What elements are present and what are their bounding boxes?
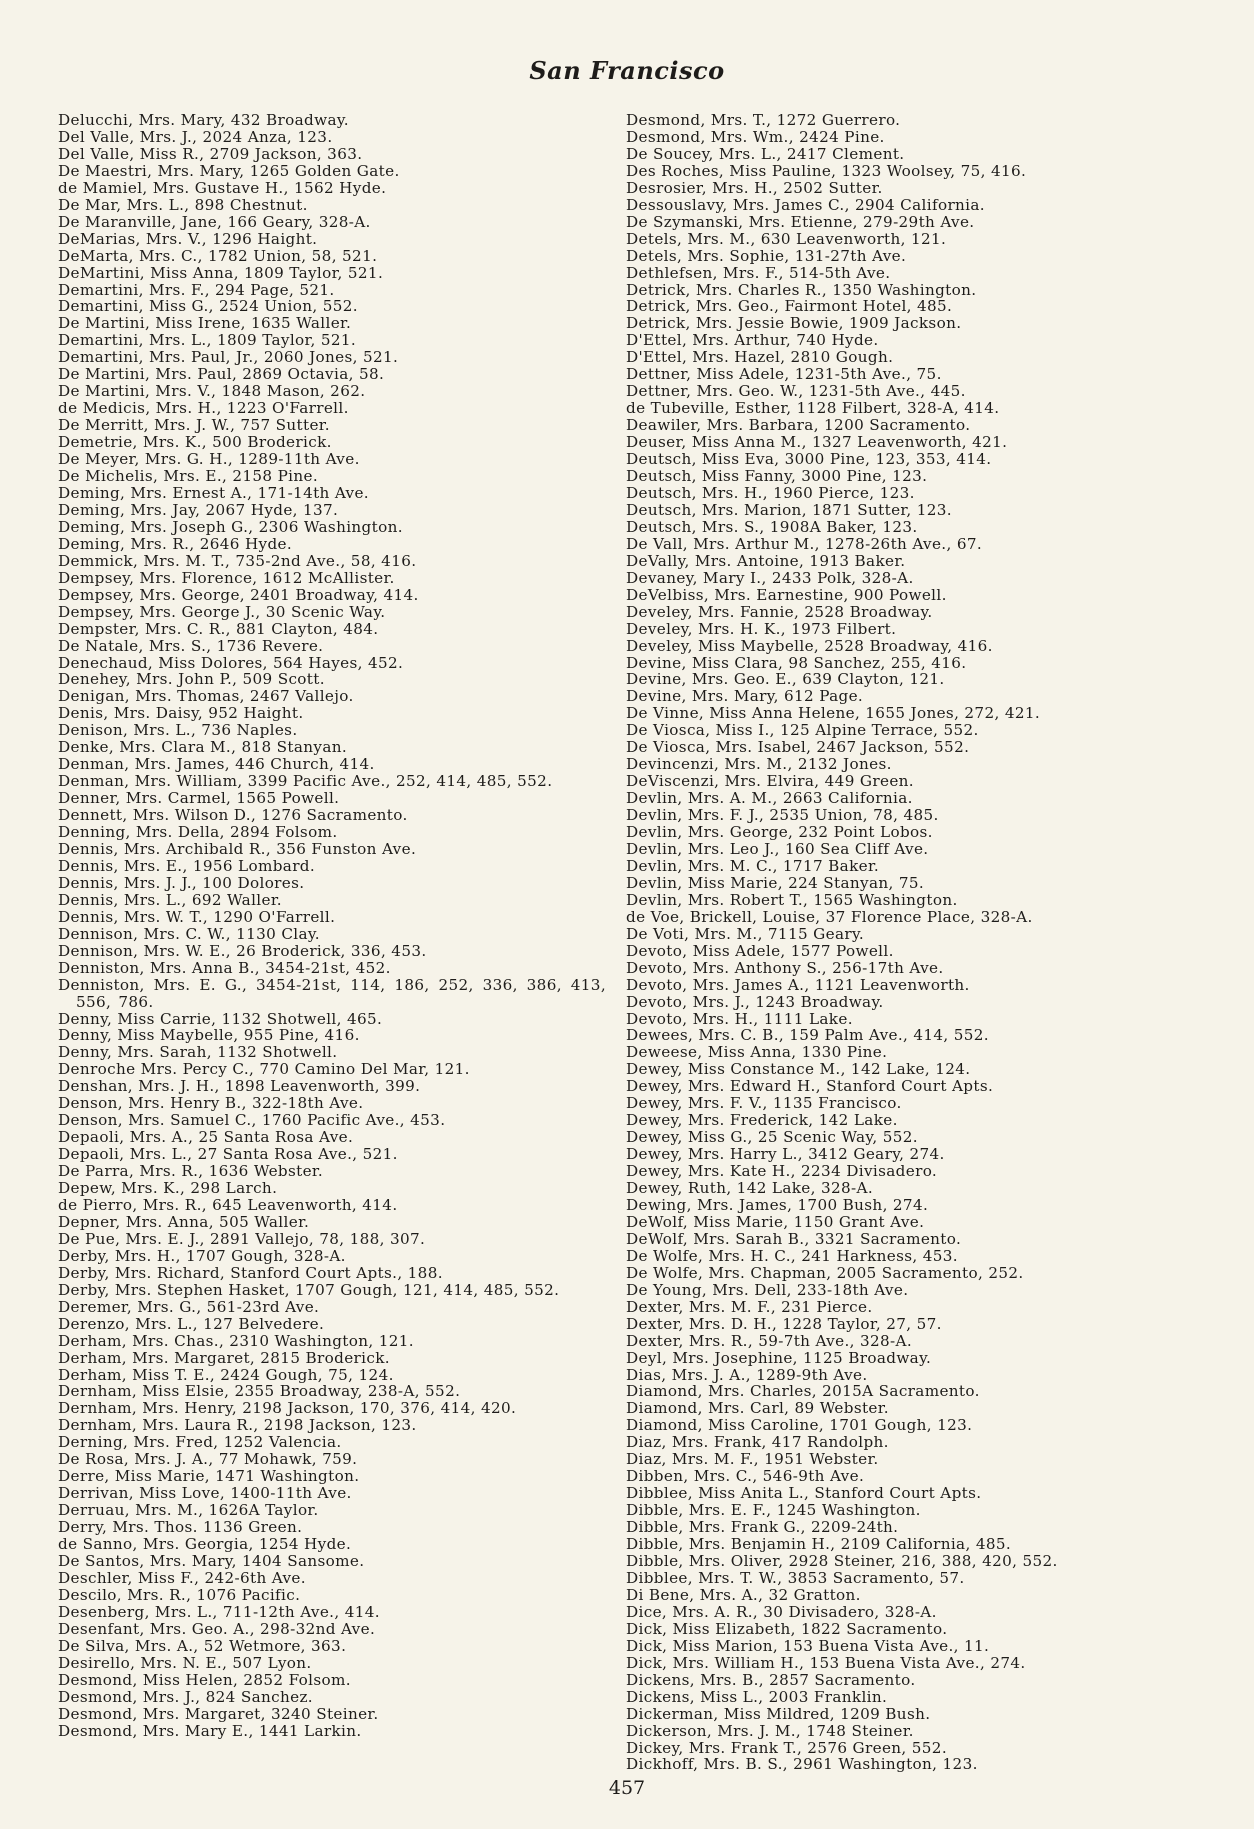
directory-entry: Demartini, Mrs. L., 1809 Taylor, 521. xyxy=(58,331,357,350)
directory-entry: Dias, Mrs. J. A., 1289-9th Ave. xyxy=(626,1365,868,1384)
directory-entry: De Viosca, Miss I., 125 Alpine Terrace, 552. xyxy=(626,721,979,740)
directory-entry: Dettner, Miss Adele, 1231-5th Ave., 75. xyxy=(626,365,942,384)
directory-entry: de Voe, Brickell, Louise, 37 Florence Place, 328-A. xyxy=(626,907,1033,926)
directory-entry: Denner, Mrs. Carmel, 1565 Powell. xyxy=(58,789,340,808)
directory-entry: Desmond, Mrs. T., 1272 Guerrero. xyxy=(626,111,901,129)
directory-entry: De Silva, Mrs. A., 52 Wetmore, 363. xyxy=(58,1636,347,1655)
directory-entry: Depaoli, Mrs. L., 27 Santa Rosa Ave., 521. xyxy=(58,1145,398,1164)
directory-entry: Derby, Mrs. Richard, Stanford Court Apts., 188. xyxy=(58,1263,443,1282)
directory-entry: Diaz, Mrs. Frank, 417 Randolph. xyxy=(626,1433,889,1452)
directory-entry: DeWolf, Mrs. Sarah B., 3321 Sacramento. xyxy=(626,1229,962,1248)
directory-entry: Detrick, Mrs. Charles R., 1350 Washington. xyxy=(626,280,977,299)
directory-entry: Derruau, Mrs. M., 1626A Taylor. xyxy=(58,1501,319,1520)
directory-entry: Diamond, Mrs. Carl, 89 Webster. xyxy=(626,1399,889,1418)
directory-entry: Dennison, Mrs. W. E., 26 Broderick, 336, 453. xyxy=(58,941,427,960)
directory-entry: Devoto, Mrs. James A., 1121 Leavenworth. xyxy=(626,975,970,994)
directory-entry: De Natale, Mrs. S., 1736 Revere. xyxy=(58,636,324,655)
directory-entry: De Szymanski, Mrs. Etienne, 279-29th Ave. xyxy=(626,212,975,231)
directory-entry: Denny, Miss Maybelle, 955 Pine, 416. xyxy=(58,1026,360,1045)
directory-entry: Deweese, Miss Anna, 1330 Pine. xyxy=(626,1043,888,1062)
directory-entry: Develey, Mrs. Fannie, 2528 Broadway. xyxy=(626,602,933,621)
directory-entry: Derby, Mrs. Stephen Hasket, 1707 Gough, 121, 414, 485, 552. xyxy=(58,1280,560,1299)
directory-entry: Devine, Miss Clara, 98 Sanchez, 255, 416. xyxy=(626,653,967,672)
directory-entry: Del Valle, Mrs. J., 2024 Anza, 123. xyxy=(58,127,333,146)
directory-entry: Deutsch, Mrs. S., 1908A Baker, 123. xyxy=(626,517,918,536)
directory-entry: Denman, Mrs. William, 3399 Pacific Ave., 252, 414, 485, 552. xyxy=(58,772,553,791)
directory-entry: Dernham, Mrs. Henry, 2198 Jackson, 170, 376, 414, 420. xyxy=(58,1399,517,1418)
directory-entry: Demetrie, Mrs. K., 500 Broderick. xyxy=(58,433,332,452)
directory-entry: De Wolfe, Mrs. H. C., 241 Harkness, 453. xyxy=(626,1246,958,1265)
directory-entry: Dibble, Mrs. Frank G., 2209-24th. xyxy=(626,1518,899,1537)
directory-entry: Dennis, Mrs. L., 692 Waller. xyxy=(58,890,282,909)
directory-entry: De Young, Mrs. Dell, 233-18th Ave. xyxy=(626,1280,909,1299)
directory-entry: Deschler, Miss F., 242-6th Ave. xyxy=(58,1568,306,1587)
directory-entry: Dibblee, Mrs. T. W., 3853 Sacramento, 57. xyxy=(626,1568,965,1587)
directory-entry: Del Valle, Miss R., 2709 Jackson, 363. xyxy=(58,144,363,163)
directory-entry: DeWolf, Miss Marie, 1150 Grant Ave. xyxy=(626,1212,925,1231)
directory-entry: Desmond, Mrs. Mary E., 1441 Larkin. xyxy=(58,1721,362,1740)
directory-entry: Devine, Mrs. Geo. E., 639 Clayton, 121. xyxy=(626,670,945,689)
directory-entry: De Vinne, Miss Anna Helene, 1655 Jones, 272, 421. xyxy=(626,704,1041,723)
directory-entry: Denniston, Mrs. Anna B., 3454-21st, 452. xyxy=(58,958,391,977)
directory-entry: D'Ettel, Mrs. Hazel, 2810 Gough. xyxy=(626,348,894,367)
directory-entry: Dempster, Mrs. C. R., 881 Clayton, 484. xyxy=(58,619,379,638)
directory-entry: Derrivan, Miss Love, 1400-11th Ave. xyxy=(58,1484,352,1503)
directory-entry: de Mamiel, Mrs. Gustave H., 1562 Hyde. xyxy=(58,178,387,197)
directory-entry: Dibben, Mrs. C., 546-9th Ave. xyxy=(626,1467,865,1486)
directory-entry: Dewey, Mrs. Frederick, 142 Lake. xyxy=(626,1111,898,1130)
directory-entry: Deutsch, Miss Fanny, 3000 Pine, 123. xyxy=(626,467,928,486)
directory-entry: Devaney, Mary I., 2433 Polk, 328-A. xyxy=(626,568,914,587)
directory-entry: Dennis, Mrs. E., 1956 Lombard. xyxy=(58,856,316,875)
directory-entry: Dickerson, Mrs. J. M., 1748 Steiner. xyxy=(626,1721,914,1740)
directory-entry: De Soucey, Mrs. L., 2417 Clement. xyxy=(626,144,905,163)
directory-entry: Devlin, Mrs. George, 232 Point Lobos. xyxy=(626,823,933,842)
directory-entry: Deawiler, Mrs. Barbara, 1200 Sacramento. xyxy=(626,416,971,435)
directory-entry: Derham, Mrs. Chas., 2310 Washington, 121. xyxy=(58,1331,414,1350)
left-column xyxy=(58,112,606,1740)
directory-entry: De Pue, Mrs. E. J., 2891 Vallejo, 78, 188, 307. xyxy=(58,1229,426,1248)
directory-entry: Desmond, Mrs. Wm., 2424 Pine. xyxy=(626,127,885,146)
directory-entry: DeViscenzi, Mrs. Elvira, 449 Green. xyxy=(626,772,914,791)
directory-entry: Detels, Mrs. Sophie, 131-27th Ave. xyxy=(626,246,907,265)
directory-entry: Dessouslavy, Mrs. James C., 2904 California. xyxy=(626,195,985,214)
directory-entry: Denson, Mrs. Henry B., 322-18th Ave. xyxy=(58,1094,364,1113)
directory-entry: Derby, Mrs. H., 1707 Gough, 328-A. xyxy=(58,1246,346,1265)
directory-entry: De Merritt, Mrs. J. W., 757 Sutter. xyxy=(58,416,330,435)
directory-entry: Dick, Miss Elizabeth, 1822 Sacramento. xyxy=(626,1619,948,1638)
directory-entry: D'Ettel, Mrs. Arthur, 740 Hyde. xyxy=(626,331,879,350)
directory-entry: De Martini, Mrs. V., 1848 Mason, 262. xyxy=(58,382,366,401)
directory-entry: Diamond, Mrs. Charles, 2015A Sacramento. xyxy=(626,1382,980,1401)
directory-entry: Dickens, Mrs. B., 2857 Sacramento. xyxy=(626,1670,916,1689)
directory-entry: Deming, Mrs. Ernest A., 171-14th Ave. xyxy=(58,483,369,502)
directory-entry: DeMarias, Mrs. V., 1296 Haight. xyxy=(58,229,318,248)
directory-entry: Dick, Miss Marion, 153 Buena Vista Ave., 11. xyxy=(626,1636,990,1655)
directory-entry: Dempsey, Mrs. George, 2401 Broadway, 414. xyxy=(58,585,419,604)
directory-entry: Depew, Mrs. K., 298 Larch. xyxy=(58,1179,278,1198)
directory-entry: Denehey, Mrs. John P., 509 Scott. xyxy=(58,670,325,689)
directory-entry: Devlin, Mrs. F. J., 2535 Union, 78, 485. xyxy=(626,806,939,825)
directory-entry: Dewees, Mrs. C. B., 159 Palm Ave., 414, 552. xyxy=(626,1026,989,1045)
directory-entry: Deuser, Miss Anna M., 1327 Leavenworth, 421. xyxy=(626,433,1008,452)
directory-entry: Diaz, Mrs. M. F., 1951 Webster. xyxy=(626,1450,879,1469)
directory-entry: Denke, Mrs. Clara M., 818 Stanyan. xyxy=(58,738,348,757)
directory-entry: DeMarta, Mrs. C., 1782 Union, 58, 521. xyxy=(58,246,378,265)
directory-entry: De Voti, Mrs. M., 7115 Geary. xyxy=(626,924,865,943)
directory-entry: de Sanno, Mrs. Georgia, 1254 Hyde. xyxy=(58,1535,352,1554)
directory-entry: Dennis, Mrs. W. T., 1290 O'Farrell. xyxy=(58,907,336,926)
directory-entry: Depaoli, Mrs. A., 25 Santa Rosa Ave. xyxy=(58,1128,354,1147)
directory-entry: De Mar, Mrs. L., 898 Chestnut. xyxy=(58,195,308,214)
directory-entry: Demartini, Mrs. F., 294 Page, 521. xyxy=(58,280,335,299)
directory-entry: Dethlefsen, Mrs. F., 514-5th Ave. xyxy=(626,263,891,282)
directory-entry: Di Bene, Mrs. A., 32 Gratton. xyxy=(626,1585,861,1604)
directory-entry: De Rosa, Mrs. J. A., 77 Mohawk, 759. xyxy=(58,1450,358,1469)
directory-entry: Denson, Mrs. Samuel C., 1760 Pacific Ave., 453. xyxy=(58,1111,446,1130)
directory-entry: Dempsey, Mrs. George J., 30 Scenic Way. xyxy=(58,602,386,621)
directory-entry: Deremer, Mrs. G., 561-23rd Ave. xyxy=(58,1297,320,1316)
directory-entry: Dernham, Mrs. Laura R., 2198 Jackson, 123. xyxy=(58,1416,417,1435)
directory-entry: Denny, Mrs. Sarah, 1132 Shotwell. xyxy=(58,1043,338,1062)
directory-entry: Dibble, Mrs. E. F., 1245 Washington. xyxy=(626,1501,921,1520)
directory-entry: Denning, Mrs. Della, 2894 Folsom. xyxy=(58,823,338,842)
directory-entry: Demartini, Mrs. Paul, Jr., 2060 Jones, 521. xyxy=(58,348,399,367)
directory-entry: Dibblee, Miss Anita L., Stanford Court Apts. xyxy=(626,1484,982,1503)
directory-entry: De Martini, Mrs. Paul, 2869 Octavia, 58. xyxy=(58,365,385,384)
directory-entry: Deutsch, Mrs. Marion, 1871 Sutter, 123. xyxy=(626,500,952,519)
directory-entry: Dewey, Mrs. F. V., 1135 Francisco. xyxy=(626,1094,902,1113)
directory-entry: Devlin, Mrs. Robert T., 1565 Washington. xyxy=(626,890,958,909)
directory-entry: De Martini, Miss Irene, 1635 Waller. xyxy=(58,314,352,333)
directory-entry: Demartini, Miss G., 2524 Union, 552. xyxy=(58,297,358,316)
directory-entry: De Wolfe, Mrs. Chapman, 2005 Sacramento, 252. xyxy=(626,1263,1024,1282)
directory-entry: Dettner, Mrs. Geo. W., 1231-5th Ave., 445. xyxy=(626,382,966,401)
directory-entry: Desirello, Mrs. N. E., 507 Lyon. xyxy=(58,1653,312,1672)
directory-entry: Delucchi, Mrs. Mary, 432 Broadway. xyxy=(58,111,349,129)
directory-entry: Dewing, Mrs. James, 1700 Bush, 274. xyxy=(626,1196,929,1214)
directory-entry: Denniston, Mrs. E. G., 3454-21st, 114, 186, 252, 336, 386, 413, 556, 786. xyxy=(58,975,606,1011)
directory-entry: De Maestri, Mrs. Mary, 1265 Golden Gate. xyxy=(58,161,400,180)
directory-entry: Diamond, Miss Caroline, 1701 Gough, 123. xyxy=(626,1416,973,1435)
directory-entry: Dewey, Ruth, 142 Lake, 328-A. xyxy=(626,1179,873,1198)
directory-entry: Derham, Mrs. Margaret, 2815 Broderick. xyxy=(58,1348,390,1367)
directory-entry: Detrick, Mrs. Geo., Fairmont Hotel, 485. xyxy=(626,297,953,316)
directory-entry: Devlin, Mrs. Leo J., 160 Sea Cliff Ave. xyxy=(626,839,929,858)
directory-entry: Devoto, Mrs. H., 1111 Lake. xyxy=(626,1009,853,1028)
directory-entry: Devlin, Mrs. M. C., 1717 Baker. xyxy=(626,856,880,875)
directory-entry: Denman, Mrs. James, 446 Church, 414. xyxy=(58,755,375,774)
directory-entry: Denechaud, Miss Dolores, 564 Hayes, 452. xyxy=(58,653,404,672)
directory-entry: Dewey, Miss G., 25 Scenic Way, 552. xyxy=(626,1128,918,1147)
directory-entry: Derning, Mrs. Fred, 1252 Valencia. xyxy=(58,1433,342,1452)
directory-entry: Denshan, Mrs. J. H., 1898 Leavenworth, 399. xyxy=(58,1077,421,1096)
right-column xyxy=(626,112,1186,1773)
directory-entry: Devlin, Mrs. A. M., 2663 California. xyxy=(626,789,913,808)
directory-entry: Dibble, Mrs. Benjamin H., 2109 California, 485. xyxy=(626,1535,1012,1554)
directory-entry: Develey, Miss Maybelle, 2528 Broadway, 416. xyxy=(626,636,993,655)
directory-entry: Denis, Mrs. Daisy, 952 Haight. xyxy=(58,704,304,723)
directory-entry: Dempsey, Mrs. Florence, 1612 McAllister. xyxy=(58,568,395,587)
directory-entry: Deutsch, Miss Eva, 3000 Pine, 123, 353, 414. xyxy=(626,450,992,469)
directory-entry: Dennett, Mrs. Wilson D., 1276 Sacramento. xyxy=(58,806,408,825)
directory-entry: Denny, Miss Carrie, 1132 Shotwell, 465. xyxy=(58,1009,383,1028)
directory-entry: DeVelbiss, Mrs. Earnestine, 900 Powell. xyxy=(626,585,947,604)
directory-entry: Dickey, Mrs. Frank T., 2576 Green, 552. xyxy=(626,1738,948,1757)
directory-entry: Desrosier, Mrs. H., 2502 Sutter. xyxy=(626,178,883,197)
directory-entry: Deutsch, Mrs. H., 1960 Pierce, 123. xyxy=(626,483,915,502)
directory-entry: Dennison, Mrs. C. W., 1130 Clay. xyxy=(58,924,320,943)
directory-entry: DeVally, Mrs. Antoine, 1913 Baker. xyxy=(626,551,906,570)
directory-entry: Detrick, Mrs. Jessie Bowie, 1909 Jackson. xyxy=(626,314,962,333)
directory-entry: Dewey, Miss Constance M., 142 Lake, 124. xyxy=(626,1060,971,1079)
directory-entry: Dewey, Mrs. Harry L., 3412 Geary, 274. xyxy=(626,1145,945,1164)
directory-entry: Dexter, Mrs. R., 59-7th Ave., 328-A. xyxy=(626,1331,912,1350)
directory-entry: Denigan, Mrs. Thomas, 2467 Vallejo. xyxy=(58,687,354,706)
directory-entry: Devine, Mrs. Mary, 612 Page. xyxy=(626,687,864,706)
directory-entry: Deming, Mrs. Joseph G., 2306 Washington. xyxy=(58,517,403,536)
directory-entry: Dewey, Mrs. Edward H., Stanford Court Apts. xyxy=(626,1077,994,1096)
directory-entry: De Parra, Mrs. R., 1636 Webster. xyxy=(58,1162,324,1181)
directory-entry: De Santos, Mrs. Mary, 1404 Sansome. xyxy=(58,1552,365,1571)
directory-entry: Dibble, Mrs. Oliver, 2928 Steiner, 216, 388, 420, 552. xyxy=(626,1552,1058,1571)
directory-entry: De Michelis, Mrs. E., 2158 Pine. xyxy=(58,467,319,486)
directory-entry: Desmond, Mrs. Margaret, 3240 Steiner. xyxy=(58,1704,379,1723)
directory-entry: Desenfant, Mrs. Geo. A., 298-32nd Ave. xyxy=(58,1619,376,1638)
directory-entry: Derenzo, Mrs. L., 127 Belvedere. xyxy=(58,1314,325,1333)
directory-entry: Des Roches, Miss Pauline, 1323 Woolsey, 75, 416. xyxy=(626,161,1027,180)
directory-entry: Devincenzi, Mrs. M., 2132 Jones. xyxy=(626,755,892,774)
directory-entry: Dice, Mrs. A. R., 30 Divisadero, 328-A. xyxy=(626,1602,937,1621)
directory-entry: Desenberg, Mrs. L., 711-12th Ave., 414. xyxy=(58,1602,380,1621)
directory-entry: Denroche Mrs. Percy C., 770 Camino Del Mar, 121. xyxy=(58,1060,470,1079)
directory-entry: de Medicis, Mrs. H., 1223 O'Farrell. xyxy=(58,399,349,418)
directory-entry: Dickens, Miss L., 2003 Franklin. xyxy=(626,1687,888,1706)
directory-entry: Denison, Mrs. L., 736 Naples. xyxy=(58,721,298,740)
directory-entry: Develey, Mrs. H. K., 1973 Filbert. xyxy=(626,619,897,638)
directory-entry: Dick, Mrs. William H., 153 Buena Vista Ave., 274. xyxy=(626,1653,1026,1672)
directory-entry: DeMartini, Miss Anna, 1809 Taylor, 521. xyxy=(58,263,384,282)
directory-entry: Deming, Mrs. R., 2646 Hyde. xyxy=(58,534,293,553)
directory-entry: Desmond, Mrs. J., 824 Sanchez. xyxy=(58,1687,313,1706)
directory-entry: De Viosca, Mrs. Isabel, 2467 Jackson, 552. xyxy=(626,738,970,757)
directory-entry: Dickhoff, Mrs. B. S., 2961 Washington, 123. xyxy=(626,1755,978,1774)
directory-entry: Dernham, Miss Elsie, 2355 Broadway, 238-A, 552. xyxy=(58,1382,461,1401)
directory-entry: Dexter, Mrs. M. F., 231 Pierce. xyxy=(626,1297,873,1316)
page-header-title: San Francisco xyxy=(529,56,725,85)
page-number: 457 xyxy=(608,1777,646,1799)
directory-entry: Devoto, Miss Adele, 1577 Powell. xyxy=(626,941,894,960)
directory-entry: Derry, Mrs. Thos. 1136 Green. xyxy=(58,1518,303,1537)
directory-entry: Demmick, Mrs. M. T., 735-2nd Ave., 58, 416. xyxy=(58,551,417,570)
directory-entry: Dennis, Mrs. J. J., 100 Dolores. xyxy=(58,873,305,892)
directory-entry: Descilo, Mrs. R., 1076 Pacific. xyxy=(58,1585,301,1604)
directory-entry: Dennis, Mrs. Archibald R., 356 Funston Ave. xyxy=(58,839,417,858)
directory-entry: Derham, Miss T. E., 2424 Gough, 75, 124. xyxy=(58,1365,394,1384)
directory-entry: Dickerman, Miss Mildred, 1209 Bush. xyxy=(626,1704,931,1723)
directory-entry: Devoto, Mrs. J., 1243 Broadway. xyxy=(626,992,884,1011)
directory-entry: de Tubeville, Esther, 1128 Filbert, 328-A, 414. xyxy=(626,399,1000,418)
directory-entry: De Maranville, Jane, 166 Geary, 328-A. xyxy=(58,212,371,231)
directory-entry: Deyl, Mrs. Josephine, 1125 Broadway. xyxy=(626,1348,932,1367)
directory-entry: Devlin, Miss Marie, 224 Stanyan, 75. xyxy=(626,873,925,892)
directory-entry: Detels, Mrs. M., 630 Leavenworth, 121. xyxy=(626,229,947,248)
directory-entry: Desmond, Miss Helen, 2852 Folsom. xyxy=(58,1670,351,1689)
directory-entry: Devoto, Mrs. Anthony S., 256-17th Ave. xyxy=(626,958,944,977)
directory-entry: De Vall, Mrs. Arthur M., 1278-26th Ave., 67. xyxy=(626,534,983,553)
directory-entry: Derre, Miss Marie, 1471 Washington. xyxy=(58,1467,360,1486)
directory-entry: Depner, Mrs. Anna, 505 Waller. xyxy=(58,1212,310,1231)
directory-entry: Dewey, Mrs. Kate H., 2234 Divisadero. xyxy=(626,1162,938,1181)
directory-entry: Dexter, Mrs. D. H., 1228 Taylor, 27, 57. xyxy=(626,1314,942,1333)
directory-entry: de Pierro, Mrs. R., 645 Leavenworth, 414. xyxy=(58,1196,398,1214)
directory-entry: De Meyer, Mrs. G. H., 1289-11th Ave. xyxy=(58,450,360,469)
directory-entry: Deming, Mrs. Jay, 2067 Hyde, 137. xyxy=(58,500,339,519)
